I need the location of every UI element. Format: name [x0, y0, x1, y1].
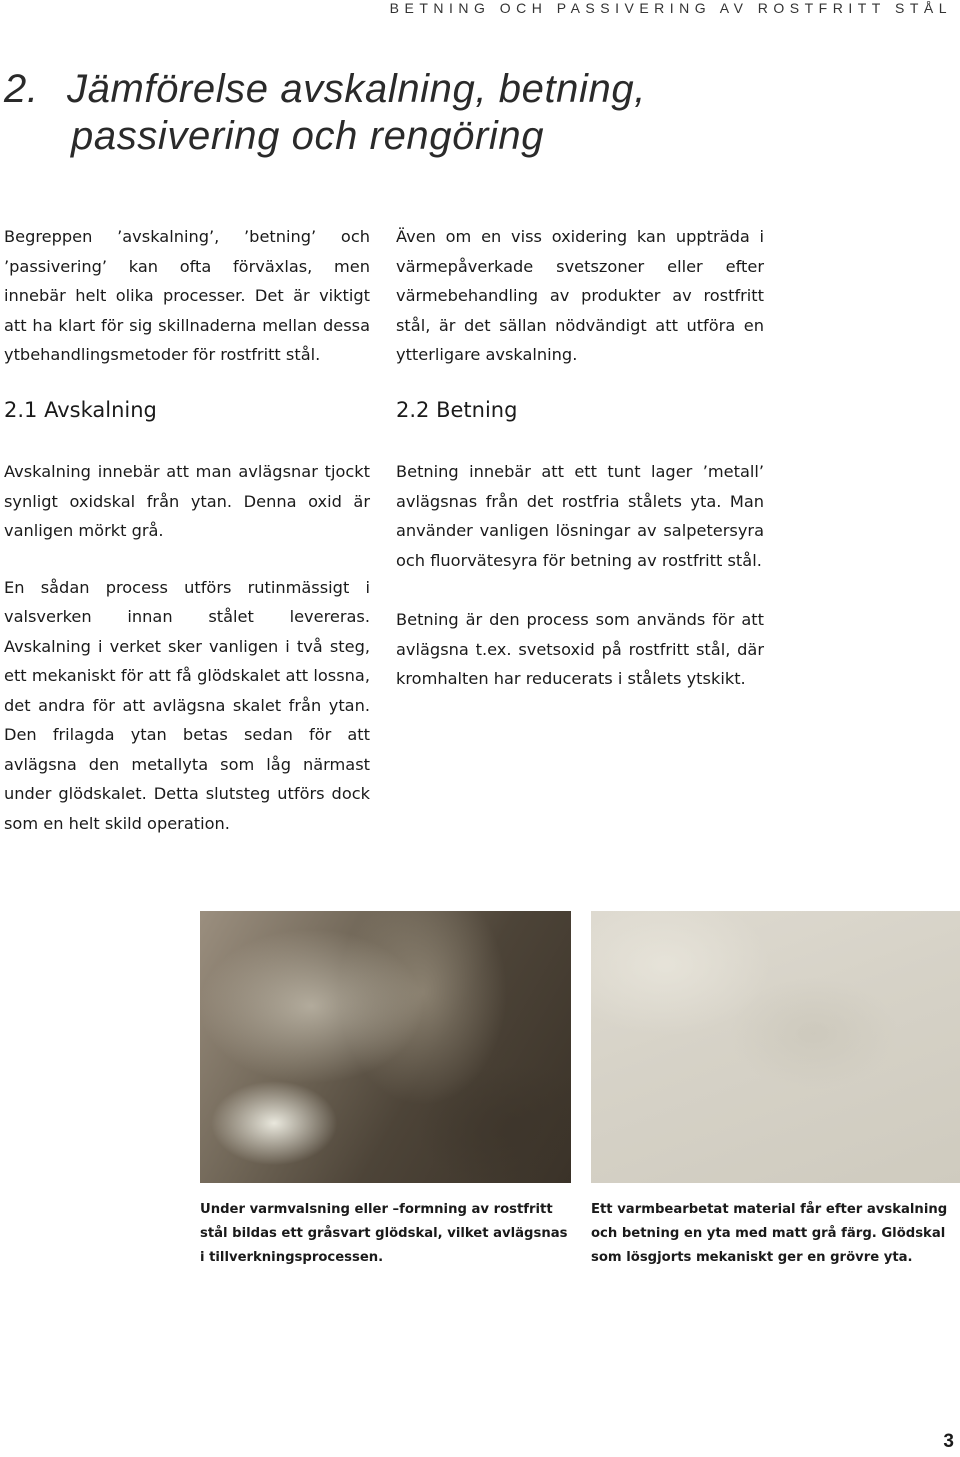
avskalning-paragraph-2: En sådan process utförs rutinmässigt i valsverken innan stålet levereras. Avskalning i verket sker vanligen i två steg, ett mekaniskt för att få glödskalet att lossna, det andra för att avlägsna skalet från ytan. Den frilagda ytan betas sedan för att avlägsna den metallyta som låg närmast under glödskalet. Detta slutsteg utförs dock som en helt skild operation. — [4, 577, 370, 833]
betning-paragraph-1: Betning innebär att ett tunt lager ’metall’ avlägsnas från det rostfria stålets yta. Man använder vanligen lösningar av salpetersyra och fluorvätesyra för betning av rostfritt stål. — [396, 462, 764, 570]
oxidation-paragraph: Även om en viss oxidering kan uppträda i värmepåverkade svetszoner eller efter värmebehandling av produkter av rostfritt stål, är det sällan nödvändigt att utföra en ytterligare avskalning. — [396, 227, 764, 364]
caption-right: Ett varmbearbetat material får efter avskalning och betning en yta med matt grå färg. Glödskal som lösgjorts mekaniskt ger en grövre yta. — [591, 1202, 948, 1265]
section-heading-avskalning: 2.1 Avskalning — [4, 398, 157, 422]
chapter-title-line1: Jämförelse avskalning, betning, — [67, 67, 646, 111]
photo-mill-scale-surface — [200, 911, 571, 1183]
betning-paragraph-2: Betning är den process som används för att avlägsna t.ex. svetsoxid på rostfritt stål, där kromhalten har reducerats i stålets ytskikt. — [396, 610, 764, 688]
caption-left: Under varmvalsning eller –formning av rostfritt stål bildas ett gråsvart glödskal, vilket avlägsnas i tillverkningsprocessen. — [200, 1202, 568, 1265]
section-heading-betning: 2.2 Betning — [396, 398, 518, 422]
photo-matt-grey-surface — [591, 911, 960, 1183]
page-number: 3 — [943, 1431, 954, 1452]
running-header: BETNING OCH PASSIVERING AV ROSTFRITT STÅL — [389, 0, 952, 16]
chapter-title — [4, 66, 646, 160]
avskalning-paragraph-1: Avskalning innebär att man avlägsnar tjockt synligt oxidskal från ytan. Denna oxid är vanligen mörkt grå. — [4, 462, 370, 540]
left-column — [4, 222, 370, 838]
right-column — [396, 222, 764, 694]
intro-paragraph: Begreppen ’avskalning’, ’betning’ och ’passivering’ kan ofta förväxlas, men innebär helt olika processer. Det är viktigt att ha klart för sig skillnaderna mellan dessa ytbehandlingsmetoder för rostfritt stål. — [4, 227, 370, 364]
chapter-number: 2. — [4, 67, 39, 111]
chapter-title-line2: passivering och rengöring — [71, 114, 545, 158]
